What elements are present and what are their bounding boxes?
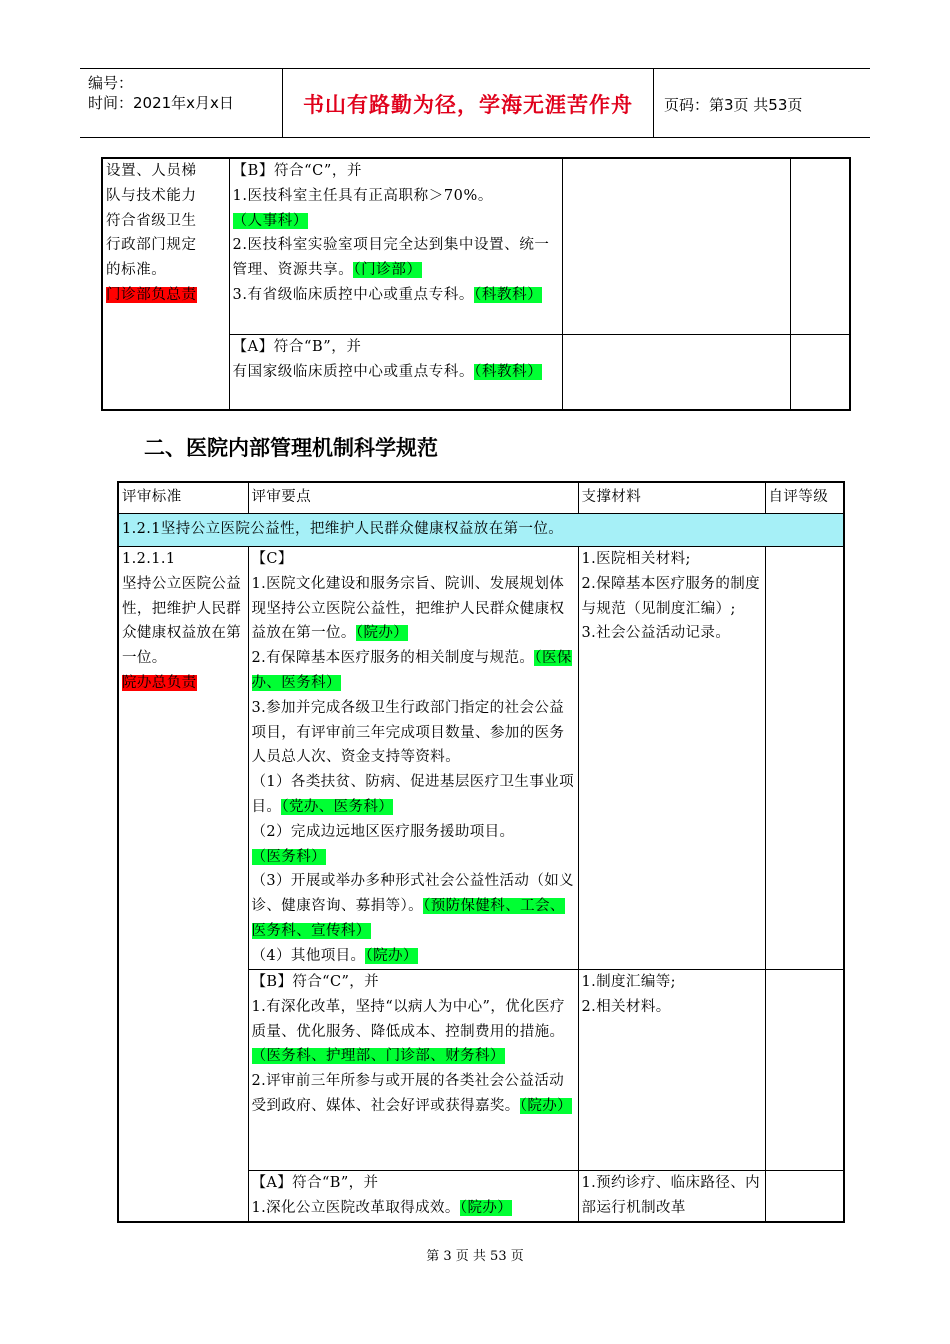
level-b-title: 【B】符合“C”，并 [232, 163, 363, 179]
item-text: （1）各类扶贫、防病、促进基层医疗卫生事业项目。 [251, 774, 575, 815]
department-tag: （人事科） [232, 212, 308, 229]
support-list [582, 1171, 762, 1221]
level-a-cell [248, 1171, 578, 1223]
page-footer: 第 3 页 共 53 页 [426, 1249, 524, 1264]
level-c-items [252, 572, 575, 969]
level-c-title: 【C】 [251, 551, 293, 567]
item-text: （2）完成边远地区医疗服务援助项目。 [251, 823, 515, 840]
owner-badge: 院办总负责 [122, 674, 197, 691]
level-c-cell [248, 547, 578, 970]
header-support: 支撑材料 [578, 482, 765, 514]
item-text: 1.有深化改革，坚持“以病人为中心”，优化医疗质量、优化服务、降低成本、控制费用的措施。 [251, 998, 565, 1040]
department-tag: （科教科） [474, 286, 543, 303]
top-criteria-table [101, 157, 851, 411]
doc-code-label: 编号： [88, 74, 134, 92]
list-item [252, 869, 575, 943]
support-cell [578, 1171, 765, 1223]
owner-badge: 门诊部负总责 [106, 286, 197, 303]
header-center-cell [283, 69, 654, 137]
item-text: 1.医院文化建设和服务宗旨、院训、发展规划体现坚持公立医院公益性，把维护人民群众健康权益放在第一位。 [251, 575, 565, 642]
table-header-row [118, 482, 844, 514]
list-item [252, 572, 575, 646]
grade-cell [765, 970, 844, 1171]
department-tag: （院办） [365, 947, 418, 964]
level-b-items [252, 995, 575, 1119]
list-item [252, 646, 575, 696]
doc-time-label: 时间：2021年x月x日 [88, 94, 234, 112]
section-band-row [118, 514, 844, 547]
list-item [252, 696, 575, 770]
item-text: （4）其他项目。 [251, 947, 366, 964]
header-points: 评审要点 [248, 482, 578, 514]
header-right-cell [654, 69, 870, 137]
header-page-number: 页码：第3页 共53页 [664, 96, 803, 114]
support-item: 1.医院相关材料; [581, 551, 691, 567]
list-item [252, 820, 575, 870]
list-item [233, 360, 559, 385]
standard-cell [102, 158, 229, 410]
item-text: 2.医技科室实验室项目完全达到集中设置、统一管理、资源共享。 [232, 237, 550, 279]
item-text: 3.参加并完成各级卫生行政部门指定的社会公益项目，有评审前三年完成项目数量、参加的医务人员总人次、资金支持等资料。 [251, 699, 565, 766]
standard-line: 符合省级卫生 [106, 212, 197, 229]
header-left-cell [80, 69, 283, 137]
list-item [252, 944, 575, 969]
level-b-items [233, 184, 559, 308]
header-motto: 书山有路勤为径，学海无涯苦作舟 [303, 93, 633, 117]
grade-cell [765, 1171, 844, 1223]
level-b-cell [229, 158, 562, 335]
support-list [582, 547, 762, 646]
department-tag: （院办） [519, 1097, 573, 1114]
support-item: 3.社会公益活动记录。 [581, 625, 731, 642]
level-b-title: 【B】符合“C”，并 [251, 974, 380, 990]
section-title: 二、医院内部管理机制科学规范 [144, 436, 438, 460]
standard-line: 的标准。 [106, 262, 167, 279]
support-item: 2.保障基本医疗服务的制度与规范（见制度汇编）; [581, 575, 761, 617]
level-a-cell [229, 335, 562, 411]
item-text: 有国家级临床质控中心或重点专科。 [232, 363, 475, 380]
list-item [233, 233, 559, 283]
level-a-items [233, 360, 559, 385]
standard-line: 队与技术能力 [106, 187, 197, 204]
item-text: 2.有保障基本医疗服务的相关制度与规范。 [251, 650, 535, 667]
table-row [102, 158, 850, 335]
main-criteria-table [117, 481, 845, 1223]
list-item [252, 1069, 575, 1119]
support-item: 1.制度汇编等; [581, 974, 676, 990]
list-item [252, 995, 575, 1069]
department-tag: （预防保健科、工会、医务科、宣传科） [251, 898, 565, 939]
level-b-cell [248, 970, 578, 1171]
department-tag: （医务科） [251, 848, 326, 865]
level-a-items [252, 1196, 575, 1221]
support-item: 1.预约诊疗、临床路径、内部运行机制改革 [581, 1175, 761, 1216]
department-tag: （门诊部） [353, 262, 422, 279]
standard-text: 坚持公立医院公益性，把维护人民群众健康权益放在第一位。 [122, 575, 242, 667]
grade-cell [790, 158, 850, 335]
standard-cell [118, 547, 248, 1223]
item-text: 1.医技科室主任具有正高职称＞70%。 [232, 187, 493, 204]
table-row [118, 547, 844, 970]
header-grade: 自评等级 [765, 482, 844, 514]
support-cell [562, 335, 790, 411]
standard-line: 设置、人员梯 [106, 163, 197, 179]
list-item [252, 1196, 575, 1221]
department-tag: （院办） [355, 625, 409, 642]
department-tag: （科教科） [474, 363, 543, 380]
section-band: 1.2.1坚持公立医院公益性，把维护人民群众健康权益放在第一位。 [118, 514, 844, 547]
support-cell [562, 158, 790, 335]
header-standard: 评审标准 [118, 482, 248, 514]
item-text: （3）开展或举办多种形式社会公益性活动（如义诊、健康咨询、募捐等）。 [251, 873, 575, 915]
support-list [582, 970, 762, 1020]
grade-cell [790, 335, 850, 411]
support-cell [578, 547, 765, 970]
list-item [252, 770, 575, 820]
department-tag: （医保办、医务科） [251, 650, 572, 691]
list-item [233, 283, 559, 308]
grade-cell [765, 547, 844, 970]
standard-code: 1.2.1.1 [122, 551, 176, 567]
standard-line: 行政部门规定 [106, 237, 197, 254]
list-item [233, 184, 559, 234]
item-text: 1.深化公立医院改革取得成效。 [251, 1199, 460, 1216]
item-text: 3.有省级临床质控中心或重点专科。 [232, 286, 475, 303]
level-a-title: 【A】符合“B”，并 [251, 1175, 379, 1191]
support-cell [578, 970, 765, 1171]
department-tag: （院办） [459, 1199, 513, 1216]
support-item: 2.相关材料。 [581, 998, 671, 1015]
standard-lines [106, 159, 226, 283]
item-text: 2.评审前三年所参与或开展的各类社会公益活动受到政府、媒体、社会好评或获得嘉奖。 [251, 1073, 565, 1114]
page-header [80, 68, 870, 138]
department-tag: （党办、医务科） [281, 798, 394, 815]
level-a-title: 【A】符合“B”，并 [232, 339, 362, 355]
department-tag: （医务科、护理部、门诊部、财务科） [251, 1048, 505, 1065]
